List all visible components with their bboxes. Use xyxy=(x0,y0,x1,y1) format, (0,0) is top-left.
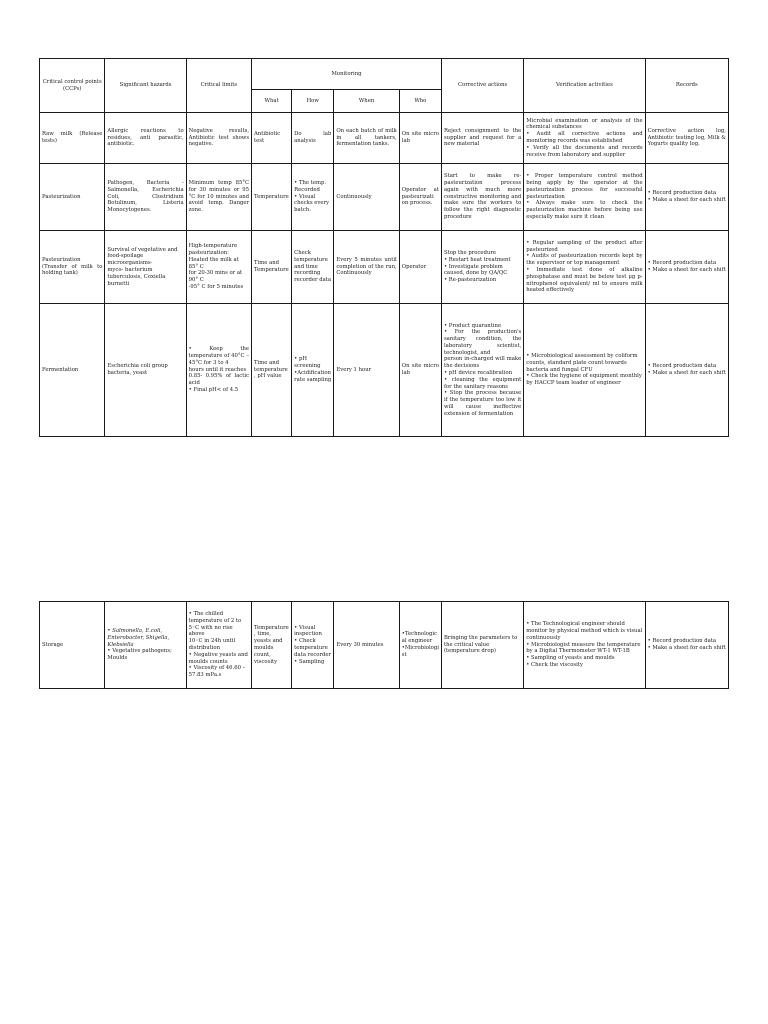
who-cell: Operator xyxy=(399,231,441,304)
hazards-cell: Allergic reactions to residues, anti parasitic, antibiotic. xyxy=(105,113,186,164)
hazards-cell: Escherichia coli group bacteria, yeast xyxy=(105,304,186,437)
when-cell: Every 30 minutes xyxy=(334,602,399,689)
header-ccp: Critical control points (CCPs) xyxy=(40,59,105,113)
limits-cell: • Keep the temperature of 40°C – 45°C for 3 to 4 hours until it reaches 0.85- 0.95% of lactic acid • Final pH< of 4.5 xyxy=(186,304,251,437)
when-cell: Every 5 minutes until completion of the run, Continuously xyxy=(334,231,399,304)
haccp-table xyxy=(39,58,729,437)
verification-cell: • Microbiological assessment by coliform counts, standard plate count towards bacteria and fungal CFU • Check the hygiene of equipment monthly by HACCP team leader of engineer xyxy=(524,304,645,437)
storage-table xyxy=(39,601,729,689)
records-cell: Corrective action log, Antibiotic testing log, Milk & Yogurts quality log. xyxy=(645,113,728,164)
table-row xyxy=(40,602,729,689)
corrective-cell: Reject consignment to the supplier and request for a new material xyxy=(441,113,523,164)
limits-cell: High-temperature pasteurization: Heated the milk at 85° C for 20-30 mins or at 90° C -95° C for 5 minutes xyxy=(186,231,251,304)
who-cell: On site micro lab xyxy=(399,304,441,437)
verification-cell: Microbial examination or analysis of the chemical substances • Audit all corrective actions and monitoring records was established • Verify all the documents and records receive from laboratory and supplier xyxy=(524,113,645,164)
records-cell: • Record production data • Make a sheet for each shift xyxy=(645,602,728,689)
header-records: Records xyxy=(645,59,728,113)
ccp-cell: Pasteurization xyxy=(40,164,105,231)
ccp-cell: Raw milk (Release tests) xyxy=(40,113,105,164)
who-cell: •Technological engineer •Microbiologist xyxy=(399,602,441,689)
ccp-cell: Fermentation xyxy=(40,304,105,437)
header-corrective: Corrective actions xyxy=(441,59,523,113)
header-who: Who xyxy=(399,90,441,113)
what-cell: Time and temperature, pH value xyxy=(252,304,292,437)
header-verification: Verification activities xyxy=(524,59,645,113)
hazards-cell: Survival of vegetative and food-spoilage microorganisms- myco- bacterium tuberculosis, Coxiella burnetti xyxy=(105,231,186,304)
table-header-row xyxy=(40,59,729,90)
who-cell: On site micro lab xyxy=(399,113,441,164)
when-cell: Continuously xyxy=(334,164,399,231)
header-how: How xyxy=(292,90,334,113)
table-row xyxy=(40,304,729,437)
corrective-cell: Start to make re-pasteurization process again with much more constructive monitoring and make sure the workers to follow the right diagnostic procedure xyxy=(441,164,523,231)
header-hazards: Significant hazards xyxy=(105,59,186,113)
ccp-cell: Pasteurization (Transfer of milk to holding tank) xyxy=(40,231,105,304)
when-cell: Every 1 hour xyxy=(334,304,399,437)
limits-cell: • The chilled temperature of 2 to 5◦C with no rise above 10◦C in 24h until distribution • Negative yeasts and moulds counts • Viscosity of 46.60 – 57.83 mPa.s xyxy=(186,602,251,689)
verification-cell: • Proper temperature control method being apply by the operator at the pasteurization process for successful pasteurization • Always make sure to check the pasteurization machine before being use especially make sure it clean xyxy=(524,164,645,231)
records-cell: • Record production data • Make a sheet for each shift xyxy=(645,304,728,437)
who-cell: Operator at pasteurizati on process. xyxy=(399,164,441,231)
verification-cell: • Regular sampling of the product after pasteurized • Audits of pasteurization records kept by the supervisor or top management • Immediate test done of alkaline phosphatase and must be below test μg p-nitrophenol equivalent/ ml to ensure milk heated effectively xyxy=(524,231,645,304)
when-cell: On each batch of milk in all tankers, fermentation tanks. xyxy=(334,113,399,164)
what-cell: Temperature xyxy=(252,164,292,231)
hazards-other: • Vegetative pathogens; Moulds xyxy=(107,648,172,662)
how-cell: Do lab analysis xyxy=(292,113,334,164)
how-cell: • pH screening •Acidification rate sampling xyxy=(292,304,334,437)
hazards-organisms: Salmonella, E.coli, Enterobacter, Shigella, Klebsiella xyxy=(107,628,170,648)
hazards-cell: • Salmonella, E.coli, Enterobacter, Shigella, Klebsiella • Vegetative pathogens; Moulds xyxy=(105,602,186,689)
ccp-cell: Storage xyxy=(40,602,105,689)
hazards-cell: Pathogen, Bacteria - Salmonella, Escherichia Coli, Clostridium Botulinum, Listeria Monocytogenes. xyxy=(105,164,186,231)
header-limits: Critical limits xyxy=(186,59,251,113)
how-cell: • The temp. Recorded • Visual checks every batch. xyxy=(292,164,334,231)
limits-cell: Minimum temp 85°C for 30 minutes or 95 °C for 10 minutes and avoid temp. Danger zone. xyxy=(186,164,251,231)
what-cell: Temperature, time, yeasts and moulds count, viscosity xyxy=(252,602,292,689)
what-cell: Antibiotic test xyxy=(252,113,292,164)
table-row xyxy=(40,113,729,164)
records-cell: • Record production data • Make a sheet for each shift xyxy=(645,164,728,231)
header-when: When xyxy=(334,90,399,113)
table-row xyxy=(40,231,729,304)
verification-cell: • The Technological engineer should monitor by physical method which is visual continuously • Microbiologist measure the temperature by a Digital Thermometer WT-1 WT-1B • Sampling of yeasts and moulds • Check the viscosity xyxy=(524,602,645,689)
limits-cell: Negative results, Antibiotic test shows negative. xyxy=(186,113,251,164)
header-what: What xyxy=(252,90,292,113)
what-cell: Time and Temperature xyxy=(252,231,292,304)
corrective-cell: Bringing the parameters to the critical value (temperature drop) xyxy=(441,602,523,689)
header-monitoring: Monitoring xyxy=(252,59,442,90)
records-cell: • Record production data • Make a sheet for each shift xyxy=(645,231,728,304)
table-row xyxy=(40,164,729,231)
corrective-cell: • Product quarantine • For the production's sanitary condition, the laboratory scientist, technologist, and person in-charged will make the decisions • pH device recalibration • cleaning the equipment for the sanitary reasons • Stop the process because if the temperature too low it will cause ineffective extension of fermentation xyxy=(441,304,523,437)
how-cell: • Visual inspection • Check temperature data recorder • Sampling xyxy=(292,602,334,689)
corrective-cell: Stop the procedure • Restart heat treatment • Investigate problem caused, done by QA/QC • Re-pasteurization xyxy=(441,231,523,304)
how-cell: Check temperature and time recording recorder data xyxy=(292,231,334,304)
